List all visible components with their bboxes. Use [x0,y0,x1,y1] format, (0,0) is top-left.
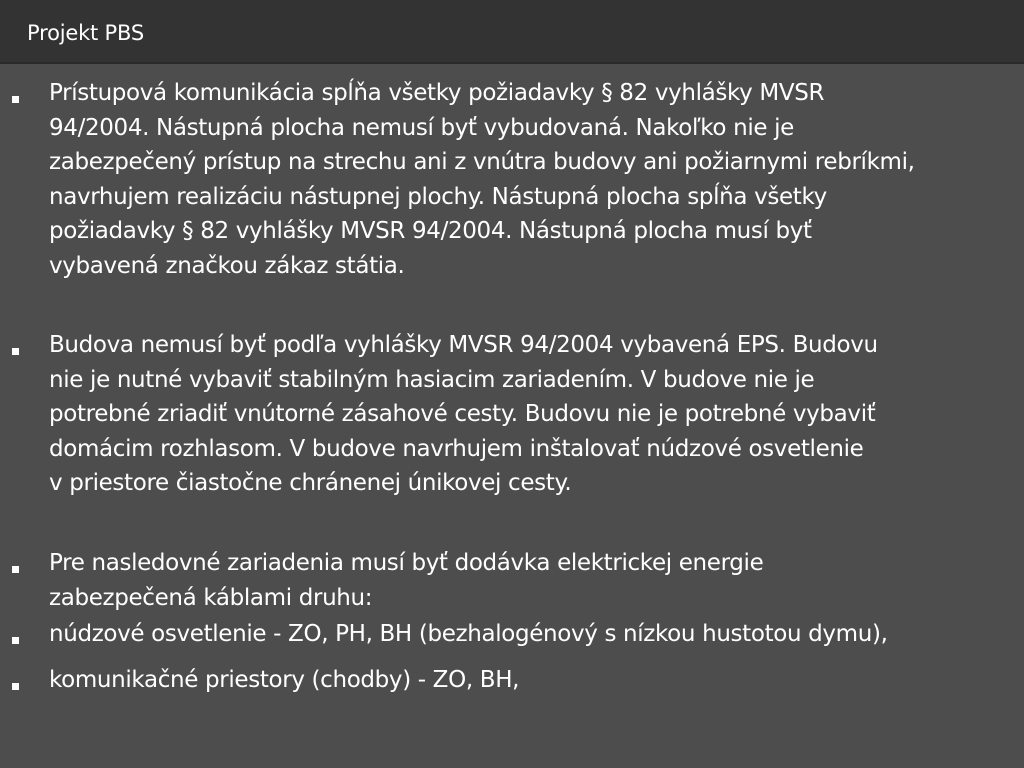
paragraph-line: zabezpečený prístup na strechu ani z vnútra budovy ani požiarnymi rebríkmi, [49,149,915,175]
bullet-paragraph [49,663,1009,698]
paragraph-line: domácim rozhlasom. V budove navrhujem inštalovať núdzové osvetlenie [49,435,864,462]
paragraph-line: zabezpečená káblami druhu: [49,584,373,611]
paragraph-line: požiadavky § 82 vyhlášky MVSR 94/2004. Nástupná plocha musí byť [49,218,812,244]
bullet-icon [12,96,19,103]
bullet-paragraph [49,546,1009,615]
bullet-icon [12,348,19,355]
paragraph-line: Prístupová komunikácia spĺňa všetky požiadavky § 82 vyhlášky MVSR [49,80,825,106]
paragraph-line: Budova nemusí byť podľa vyhlášky MVSR 94/2004 vybavená EPS. Budovu [49,332,878,358]
paragraph-line: vybavená značkou zákaz státia. [49,252,405,279]
bullet-icon [12,683,19,690]
bullet-icon [12,637,19,644]
bullet-paragraph [49,76,1009,283]
paragraph-line: v priestore čiastočne chránenej únikovej cesty. [49,470,572,496]
bullet-paragraph [49,328,1009,501]
bullet-paragraph [49,617,1009,652]
paragraph-line: Pre nasledovné zariadenia musí byť dodávka elektrickej energie [49,550,764,576]
slide-title: Projekt PBS [27,21,144,45]
paragraph-line: komunikačné priestory (chodby) - ZO, BH, [49,667,520,693]
bullet-icon [12,566,19,573]
paragraph-line: navrhujem realizáciu nástupnej plochy. Nástupná plocha spĺňa všetky [49,183,827,210]
paragraph-line: 94/2004. Nástupná plocha nemusí byť vybudovaná. Nakoľko nie je [49,114,794,141]
paragraph-line: nie je nutné vybaviť stabilným hasiacim zariadením. V budove nie je [49,366,815,393]
paragraph-line: núdzové osvetlenie - ZO, PH, BH (bezhalogénový s nízkou hustotou dymu), [49,621,888,647]
paragraph-line: potrebné zriadiť vnútorné zásahové cesty. Budovu nie je potrebné vybaviť [49,401,876,427]
